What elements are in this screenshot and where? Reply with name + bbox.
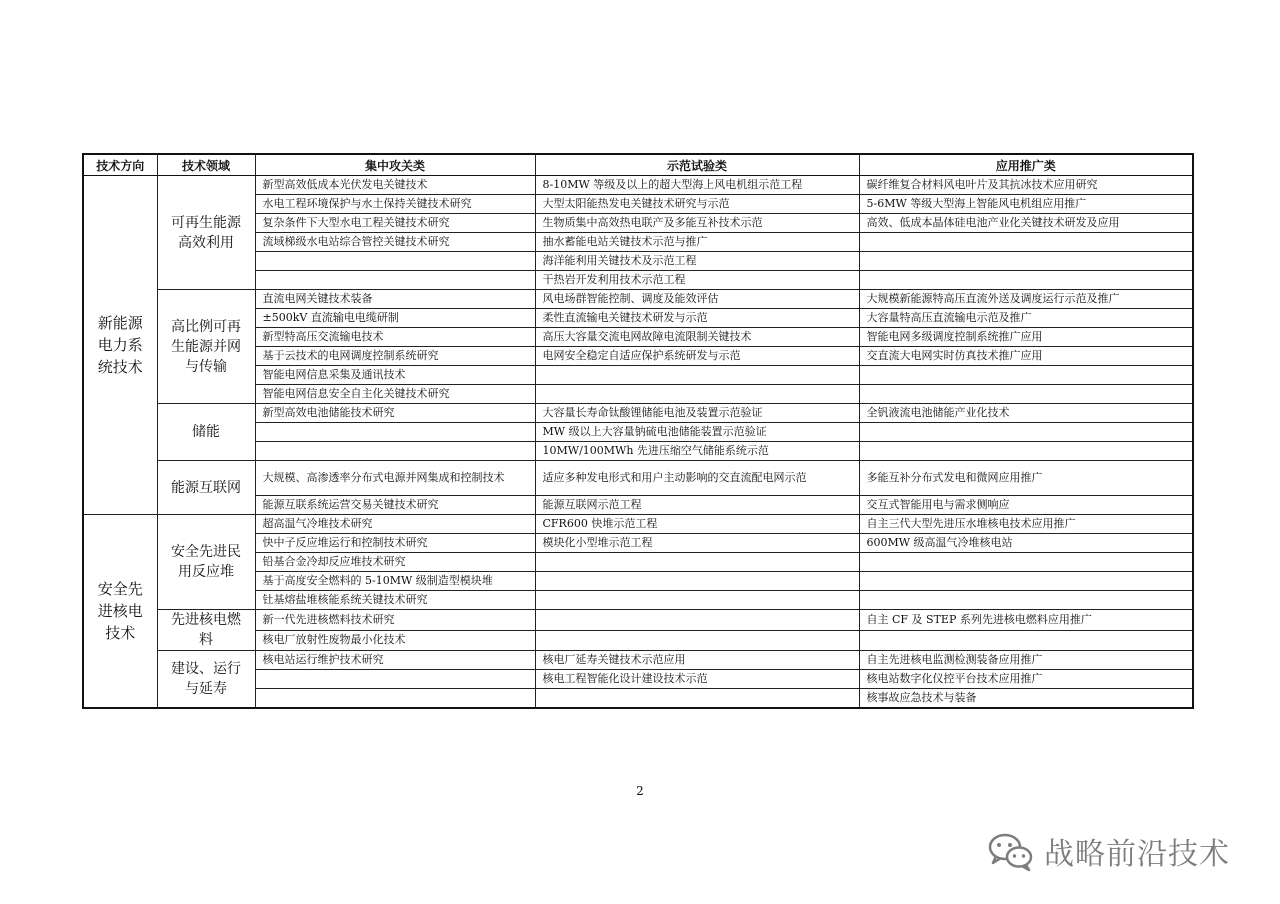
key-research-cell: 直流电网关键技术装备 xyxy=(255,290,535,309)
application-cell: 600MW 级高温气冷堆核电站 xyxy=(859,534,1193,553)
application-cell xyxy=(859,271,1193,290)
key-research-cell: 智能电网信息安全自主化关键技术研究 xyxy=(255,385,535,404)
wechat-icon xyxy=(986,829,1036,873)
field-cell: 可再生能源高效利用 xyxy=(157,176,255,290)
demonstration-cell: 抽水蓄能电站关键技术示范与推广 xyxy=(535,233,859,252)
demonstration-cell xyxy=(535,553,859,572)
table-row xyxy=(83,515,1193,534)
key-research-cell: 核电站运行维护技术研究 xyxy=(255,651,535,670)
demonstration-cell: 大型太阳能热发电关键技术研究与示范 xyxy=(535,195,859,214)
demonstration-cell: 能源互联网示范工程 xyxy=(535,496,859,515)
table-row xyxy=(83,404,1193,423)
key-research-cell xyxy=(255,689,535,709)
key-research-cell: 基于高度安全燃料的 5-10MW 级制造型模块堆 xyxy=(255,572,535,591)
application-cell: 自主先进核电监测检测装备应用推广 xyxy=(859,651,1193,670)
key-research-cell xyxy=(255,423,535,442)
key-research-cell xyxy=(255,670,535,689)
demonstration-cell: 核电工程智能化设计建设技术示范 xyxy=(535,670,859,689)
application-cell xyxy=(859,366,1193,385)
table-row xyxy=(83,651,1193,670)
application-cell: 高效、低成本晶体硅电池产业化关键技术研发及应用 xyxy=(859,214,1193,233)
demonstration-cell xyxy=(535,385,859,404)
demonstration-cell: 模块化小型堆示范工程 xyxy=(535,534,859,553)
page-number: 2 xyxy=(636,784,644,798)
key-research-cell: 新型高效低成本光伏发电关键技术 xyxy=(255,176,535,195)
key-research-cell: 新一代先进核燃料技术研究 xyxy=(255,610,535,631)
demonstration-cell: 适应多种发电形式和用户主动影响的交直流配电网示范 xyxy=(535,461,859,496)
table-row xyxy=(83,290,1193,309)
field-cell: 安全先进民用反应堆 xyxy=(157,515,255,610)
application-cell: 自主三代大型先进压水堆核电技术应用推广 xyxy=(859,515,1193,534)
demonstration-cell: 8-10MW 等级及以上的超大型海上风电机组示范工程 xyxy=(535,176,859,195)
watermark xyxy=(986,826,1230,876)
demonstration-cell: 风电场群智能控制、调度及能效评估 xyxy=(535,290,859,309)
field-cell: 先进核电燃料 xyxy=(157,610,255,651)
header-application: 应用推广类 xyxy=(859,154,1193,176)
field-cell: 储能 xyxy=(157,404,255,461)
demonstration-cell: 干热岩开发利用技术示范工程 xyxy=(535,271,859,290)
application-cell: 大容量特高压直流输电示范及推广 xyxy=(859,309,1193,328)
demonstration-cell: 大容量长寿命钛酸锂储能电池及装置示范验证 xyxy=(535,404,859,423)
demonstration-cell: 高压大容量交流电网故障电流限制关键技术 xyxy=(535,328,859,347)
demonstration-cell xyxy=(535,572,859,591)
technology-table xyxy=(82,153,1194,709)
table-header-row xyxy=(83,154,1193,176)
header-direction: 技术方向 xyxy=(83,154,157,176)
demonstration-cell: 生物质集中高效热电联产及多能互补技术示范 xyxy=(535,214,859,233)
application-cell xyxy=(859,630,1193,651)
application-cell xyxy=(859,385,1193,404)
field-cell: 建设、运行与延寿 xyxy=(157,651,255,709)
header-field: 技术领域 xyxy=(157,154,255,176)
demonstration-cell: 核电厂延寿关键技术示范应用 xyxy=(535,651,859,670)
application-cell: 交直流大电网实时仿真技术推广应用 xyxy=(859,347,1193,366)
application-cell xyxy=(859,442,1193,461)
key-research-cell: ±500kV 直流输电电缆研制 xyxy=(255,309,535,328)
application-cell: 交互式智能用电与需求侧响应 xyxy=(859,496,1193,515)
application-cell xyxy=(859,233,1193,252)
application-cell xyxy=(859,591,1193,610)
key-research-cell: 超高温气冷堆技术研究 xyxy=(255,515,535,534)
key-research-cell: 复杂条件下大型水电工程关键技术研究 xyxy=(255,214,535,233)
direction-cell: 新能源电力系统技术 xyxy=(83,176,157,515)
key-research-cell: 钍基熔盐堆核能系统关键技术研究 xyxy=(255,591,535,610)
table-row xyxy=(83,461,1193,496)
key-research-cell: 大规模、高渗透率分布式电源并网集成和控制技术 xyxy=(255,461,535,496)
key-research-cell: 智能电网信息采集及通讯技术 xyxy=(255,366,535,385)
demonstration-cell xyxy=(535,689,859,709)
header-key-research: 集中攻关类 xyxy=(255,154,535,176)
application-cell: 多能互补分布式发电和微网应用推广 xyxy=(859,461,1193,496)
demonstration-cell: 柔性直流输电关键技术研发与示范 xyxy=(535,309,859,328)
key-research-cell xyxy=(255,442,535,461)
key-research-cell: 流域梯级水电站综合管控关键技术研究 xyxy=(255,233,535,252)
application-cell: 核电站数字化仪控平台技术应用推广 xyxy=(859,670,1193,689)
application-cell xyxy=(859,252,1193,271)
watermark-text: 战略前沿技术 xyxy=(1044,837,1230,872)
application-cell: 智能电网多级调度控制系统推广应用 xyxy=(859,328,1193,347)
key-research-cell: 新型高效电池储能技术研究 xyxy=(255,404,535,423)
key-research-cell: 基于云技术的电网调度控制系统研究 xyxy=(255,347,535,366)
application-cell: 全钒液流电池储能产业化技术 xyxy=(859,404,1193,423)
demonstration-cell xyxy=(535,630,859,651)
table-row xyxy=(83,610,1193,631)
application-cell: 大规模新能源特高压直流外送及调度运行示范及推广 xyxy=(859,290,1193,309)
key-research-cell: 铅基合金冷却反应堆技术研究 xyxy=(255,553,535,572)
key-research-cell: 能源互联系统运营交易关键技术研究 xyxy=(255,496,535,515)
application-cell: 5-6MW 等级大型海上智能风电机组应用推广 xyxy=(859,195,1193,214)
demonstration-cell xyxy=(535,366,859,385)
direction-cell: 安全先进核电技术 xyxy=(83,515,157,709)
field-cell: 能源互联网 xyxy=(157,461,255,515)
demonstration-cell: CFR600 快堆示范工程 xyxy=(535,515,859,534)
application-cell xyxy=(859,553,1193,572)
demonstration-cell xyxy=(535,591,859,610)
demonstration-cell: 电网安全稳定自适应保护系统研发与示范 xyxy=(535,347,859,366)
key-research-cell: 新型特高压交流输电技术 xyxy=(255,328,535,347)
application-cell: 碳纤维复合材料风电叶片及其抗冰技术应用研究 xyxy=(859,176,1193,195)
header-demonstration: 示范试验类 xyxy=(535,154,859,176)
demonstration-cell: 10MW/100MWh 先进压缩空气储能系统示范 xyxy=(535,442,859,461)
application-cell xyxy=(859,423,1193,442)
key-research-cell: 核电厂放射性废物最小化技术 xyxy=(255,630,535,651)
application-cell xyxy=(859,572,1193,591)
key-research-cell xyxy=(255,252,535,271)
key-research-cell: 快中子反应堆运行和控制技术研究 xyxy=(255,534,535,553)
key-research-cell xyxy=(255,271,535,290)
demonstration-cell: MW 级以上大容量钠硫电池储能装置示范验证 xyxy=(535,423,859,442)
key-research-cell: 水电工程环境保护与水土保持关键技术研究 xyxy=(255,195,535,214)
demonstration-cell xyxy=(535,610,859,631)
application-cell: 自主 CF 及 STEP 系列先进核电燃料应用推广 xyxy=(859,610,1193,631)
application-cell: 核事故应急技术与装备 xyxy=(859,689,1193,709)
table-row xyxy=(83,176,1193,195)
field-cell: 高比例可再生能源并网与传输 xyxy=(157,290,255,404)
demonstration-cell: 海洋能利用关键技术及示范工程 xyxy=(535,252,859,271)
